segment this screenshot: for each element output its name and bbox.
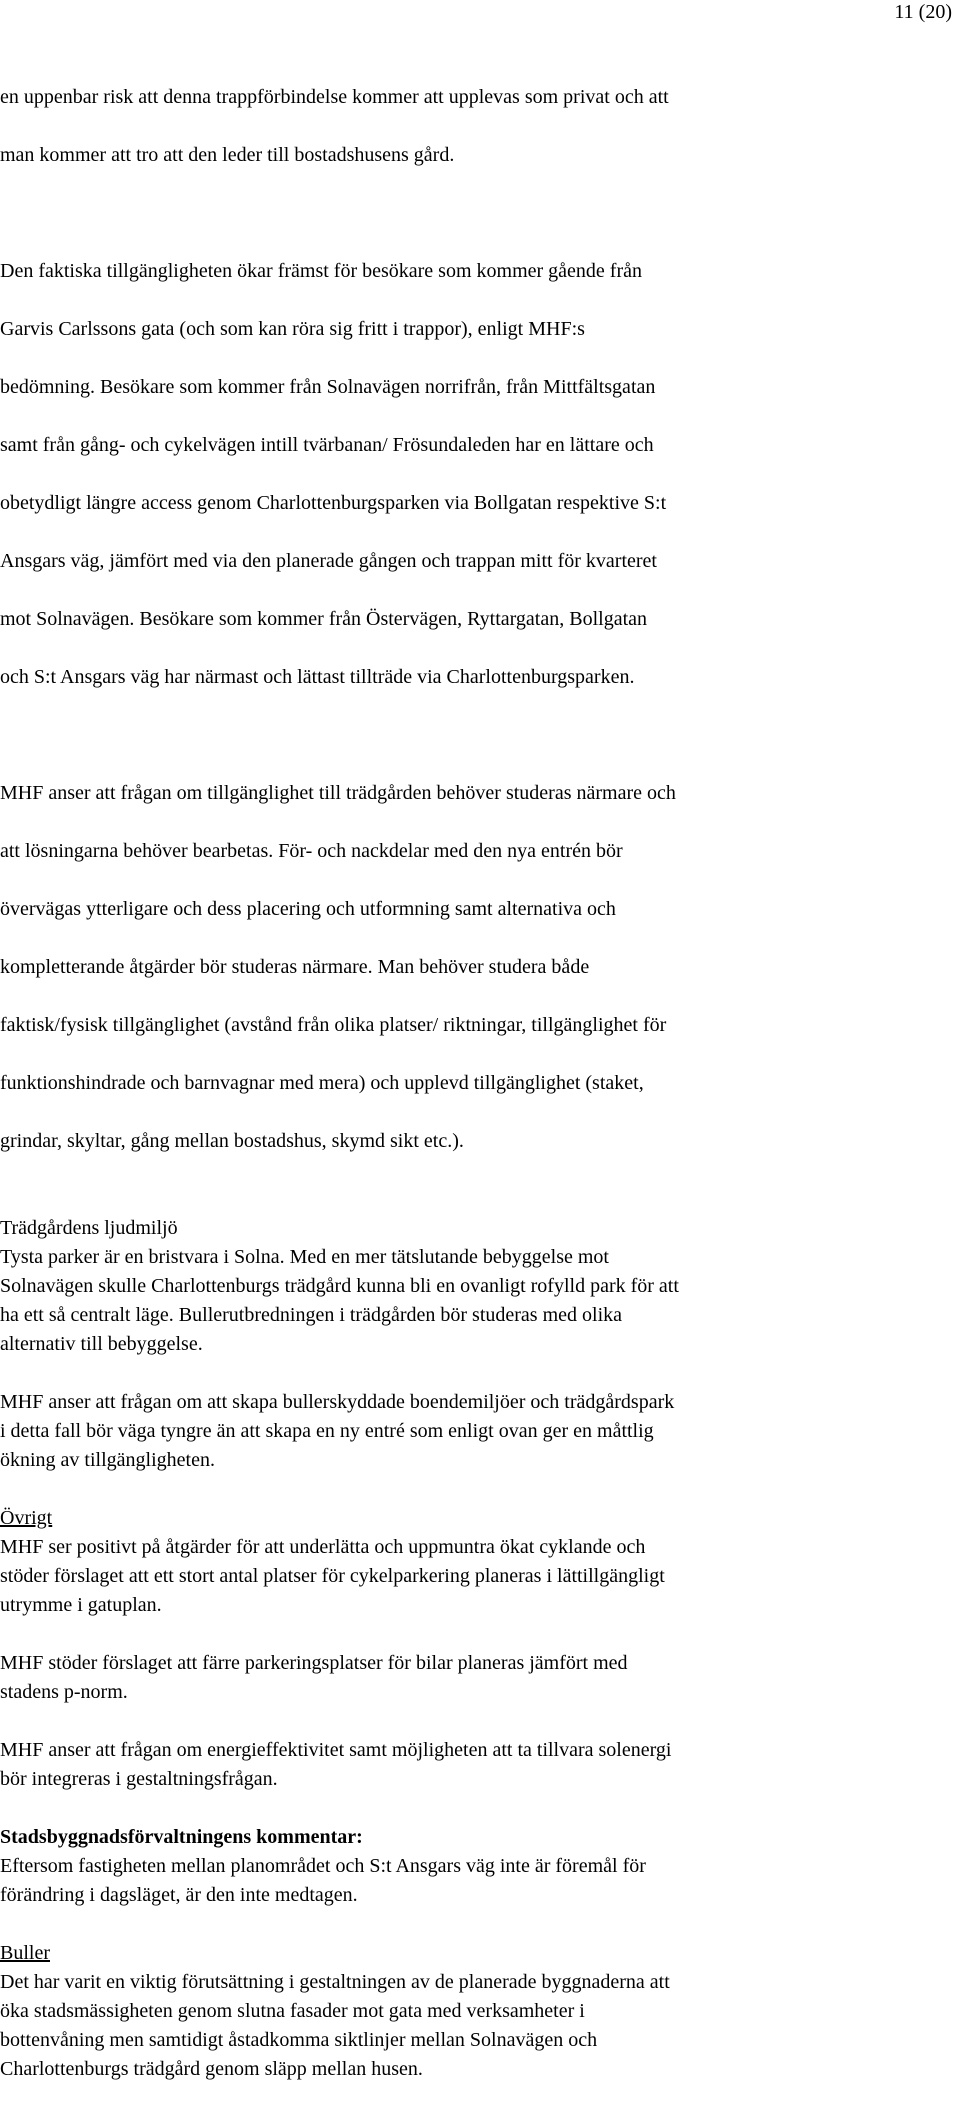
text-line: bottenvåning men samtidigt åstadkomma siktlinjer mellan Solnavägen och bbox=[0, 2029, 598, 2051]
text-line: Solnavägen skulle Charlottenburgs trädgård kunna bli en ovanligt rofylld park för att bbox=[0, 1275, 679, 1297]
text-line: och S:t Ansgars väg har närmast och lättast tillträde via Charlottenburgsparken. bbox=[0, 666, 635, 688]
text-line: Charlottenburgs trädgård genom släpp mellan husen. bbox=[0, 2058, 423, 2080]
text-line: Garvis Carlssons gata (och som kan röra sig fritt i trappor), enligt MHF:s bbox=[0, 318, 585, 340]
text-line: bedömning. Besökare som kommer från Solnavägen norrifrån, från Mittfältsgatan bbox=[0, 376, 656, 398]
section-heading: Övrigt bbox=[0, 1507, 53, 1529]
text-line: faktisk/fysisk tillgänglighet (avstånd från olika platser/ riktningar, tillgänglighet för bbox=[0, 1014, 667, 1036]
paragraph bbox=[0, 1388, 958, 1475]
paragraph bbox=[0, 54, 958, 199]
text-line: Den faktiska tillgängligheten ökar främst för besökare som kommer gående från bbox=[0, 260, 643, 282]
section-buller bbox=[0, 1939, 958, 2084]
paragraph bbox=[0, 1736, 958, 1794]
text-line: MHF anser att frågan om tillgänglighet till trädgården behöver studeras närmare och bbox=[0, 782, 676, 804]
text-line: man kommer att tro att den leder till bostadshusens gård. bbox=[0, 144, 455, 166]
section-heading: Stadsbyggnadsförvaltningens kommentar: bbox=[0, 1826, 363, 1848]
text-line: förändring i dagsläget, är den inte medtagen. bbox=[0, 1884, 358, 1906]
text-line: utrymme i gatuplan. bbox=[0, 1594, 162, 1616]
text-line: stöder förslaget att ett stort antal platser för cykelparkering planeras i lättillgängligt bbox=[0, 1565, 665, 1587]
page-number: 11 (20) bbox=[894, 1, 952, 23]
text-line: Tysta parker är en bristvara i Solna. Med en mer tätslutande bebyggelse mot bbox=[0, 1246, 609, 1268]
text-line: en uppenbar risk att denna trappförbindelse kommer att upplevas som privat och att bbox=[0, 86, 669, 108]
text-line: övervägas ytterligare och dess placering och utformning samt alternativa och bbox=[0, 898, 616, 920]
text-line: öka stadsmässigheten genom slutna fasader mot gata med verksamheter i bbox=[0, 2000, 585, 2022]
text-line: grindar, skyltar, gång mellan bostadshus, skymd sikt etc.). bbox=[0, 1130, 464, 1152]
text-line: Eftersom fastigheten mellan planområdet och S:t Ansgars väg inte är föremål för bbox=[0, 1855, 646, 1877]
text-line: MHF anser att frågan om energieffektivitet samt möjligheten att ta tillvara solenergi bbox=[0, 1739, 672, 1761]
section-tradgardens-ljudmiljo bbox=[0, 1214, 958, 1359]
text-line: ha ett så centralt läge. Bullerutbredningen i trädgården bör studeras med olika bbox=[0, 1304, 623, 1326]
section-ovrigt bbox=[0, 1504, 958, 1620]
text-line: MHF ser positivt på åtgärder för att underlätta och uppmuntra ökat cyklande och bbox=[0, 1536, 646, 1558]
text-line: bör integreras i gestaltningsfrågan. bbox=[0, 1768, 278, 1790]
paragraph bbox=[0, 1649, 958, 1707]
document-body bbox=[0, 54, 958, 2113]
text-line: MHF stöder förslaget att färre parkeringsplatser för bilar planeras jämfört med bbox=[0, 1652, 628, 1674]
text-line: Det har varit en viktig förutsättning i gestaltningen av de planerade byggnaderna att bbox=[0, 1971, 670, 1993]
text-line: att lösningarna behöver bearbetas. För- och nackdelar med den nya entrén bör bbox=[0, 840, 623, 862]
text-line: stadens p-norm. bbox=[0, 1681, 128, 1703]
paragraph bbox=[0, 228, 958, 721]
paragraph bbox=[0, 750, 958, 1185]
text-line: kompletterande åtgärder bör studeras närmare. Man behöver studera både bbox=[0, 956, 590, 978]
section-stadsbyggnadsforvaltningens-kommentar bbox=[0, 1823, 958, 1910]
section-heading: Trädgårdens ljudmiljö bbox=[0, 1217, 178, 1239]
text-line: samt från gång- och cykelvägen intill tvärbanan/ Frösundaleden har en lättare och bbox=[0, 434, 654, 456]
text-line: alternativ till bebyggelse. bbox=[0, 1333, 203, 1355]
section-heading: Buller bbox=[0, 1942, 50, 1964]
text-line: ökning av tillgängligheten. bbox=[0, 1449, 215, 1471]
text-line: Ansgars väg, jämfört med via den planerade gången och trappan mitt för kvarteret bbox=[0, 550, 657, 572]
text-line: MHF anser att frågan om att skapa bullerskyddade boendemiljöer och trädgårdspark bbox=[0, 1391, 675, 1413]
text-line: i detta fall bör väga tyngre än att skapa en ny entré som enligt ovan ger en måttlig bbox=[0, 1420, 654, 1442]
text-line: mot Solnavägen. Besökare som kommer från Östervägen, Ryttargatan, Bollgatan bbox=[0, 608, 648, 630]
text-line: funktionshindrade och barnvagnar med mera) och upplevd tillgänglighet (staket, bbox=[0, 1072, 644, 1094]
text-line: obetydligt längre access genom Charlottenburgsparken via Bollgatan respektive S:t bbox=[0, 492, 667, 514]
